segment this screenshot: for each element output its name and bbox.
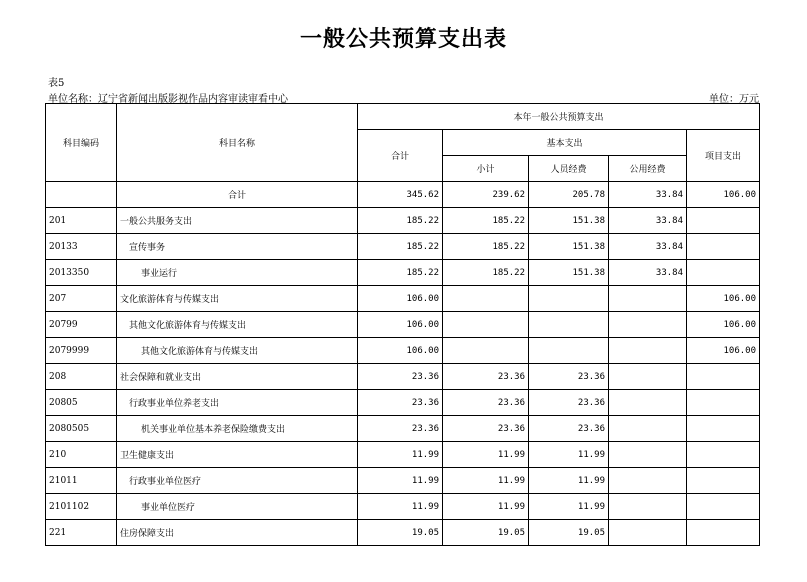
row-name: 社会保障和就业支出 bbox=[117, 364, 358, 390]
header-project: 项目支出 bbox=[687, 130, 760, 182]
total-subtotal: 239.62 bbox=[443, 182, 529, 208]
row-total: 11.99 bbox=[358, 468, 443, 494]
row-total: 106.00 bbox=[358, 286, 443, 312]
currency-unit: 单位：万元 bbox=[709, 94, 759, 105]
table-number: 表5 bbox=[48, 78, 65, 89]
row-subtotal: 185.22 bbox=[443, 208, 529, 234]
row-name: 行政事业单位医疗 bbox=[117, 468, 358, 494]
row-code: 221 bbox=[46, 520, 117, 546]
row-subtotal bbox=[443, 286, 529, 312]
page-title: 一般公共预算支出表 bbox=[299, 26, 507, 52]
row-project bbox=[687, 442, 760, 468]
header-row-1 bbox=[46, 104, 760, 130]
row-total: 185.22 bbox=[358, 208, 443, 234]
row-code: 2101102 bbox=[46, 494, 117, 520]
row-name: 住房保障支出 bbox=[117, 520, 358, 546]
table-row bbox=[46, 312, 760, 338]
row-name: 一般公共服务支出 bbox=[117, 208, 358, 234]
header-total: 合计 bbox=[358, 130, 443, 182]
header-personnel: 人员经费 bbox=[529, 156, 609, 182]
row-personnel: 151.38 bbox=[529, 234, 609, 260]
table-row bbox=[46, 338, 760, 364]
row-personnel: 23.36 bbox=[529, 416, 609, 442]
row-public bbox=[609, 468, 687, 494]
row-code: 2013350 bbox=[46, 260, 117, 286]
row-project: 106.00 bbox=[687, 312, 760, 338]
total-total: 345.62 bbox=[358, 182, 443, 208]
table-row bbox=[46, 208, 760, 234]
row-personnel: 11.99 bbox=[529, 494, 609, 520]
table-row bbox=[46, 520, 760, 546]
row-total: 23.36 bbox=[358, 364, 443, 390]
row-personnel: 19.05 bbox=[529, 520, 609, 546]
table-row bbox=[46, 234, 760, 260]
table-row bbox=[46, 494, 760, 520]
row-code: 2080505 bbox=[46, 416, 117, 442]
header-public: 公用经费 bbox=[609, 156, 687, 182]
row-subtotal: 185.22 bbox=[443, 260, 529, 286]
row-code: 20805 bbox=[46, 390, 117, 416]
row-code: 207 bbox=[46, 286, 117, 312]
total-row bbox=[46, 182, 760, 208]
row-name: 文化旅游体育与传媒支出 bbox=[117, 286, 358, 312]
row-name: 事业运行 bbox=[117, 260, 358, 286]
row-name: 机关事业单位基本养老保险缴费支出 bbox=[117, 416, 358, 442]
row-code: 201 bbox=[46, 208, 117, 234]
header-name: 科目名称 bbox=[117, 104, 358, 182]
row-name: 行政事业单位养老支出 bbox=[117, 390, 358, 416]
header-subtotal: 小计 bbox=[443, 156, 529, 182]
row-personnel bbox=[529, 338, 609, 364]
row-total: 11.99 bbox=[358, 494, 443, 520]
row-total: 106.00 bbox=[358, 312, 443, 338]
row-personnel: 11.99 bbox=[529, 468, 609, 494]
row-total: 11.99 bbox=[358, 442, 443, 468]
row-public bbox=[609, 442, 687, 468]
table-body bbox=[46, 182, 760, 546]
total-code-cell bbox=[46, 182, 117, 208]
row-name: 其他文化旅游体育与传媒支出 bbox=[117, 338, 358, 364]
row-project bbox=[687, 208, 760, 234]
row-name: 宣传事务 bbox=[117, 234, 358, 260]
row-code: 21011 bbox=[46, 468, 117, 494]
row-project bbox=[687, 390, 760, 416]
row-name: 事业单位医疗 bbox=[117, 494, 358, 520]
header-budget-group: 本年一般公共预算支出 bbox=[358, 104, 760, 130]
header-basic-group: 基本支出 bbox=[443, 130, 687, 156]
table-row bbox=[46, 468, 760, 494]
row-total: 106.00 bbox=[358, 338, 443, 364]
row-subtotal: 11.99 bbox=[443, 468, 529, 494]
row-public bbox=[609, 520, 687, 546]
row-project bbox=[687, 494, 760, 520]
row-subtotal: 11.99 bbox=[443, 442, 529, 468]
row-subtotal: 23.36 bbox=[443, 416, 529, 442]
row-total: 185.22 bbox=[358, 234, 443, 260]
row-public bbox=[609, 312, 687, 338]
row-name: 其他文化旅游体育与传媒支出 bbox=[117, 312, 358, 338]
row-code: 2079999 bbox=[46, 338, 117, 364]
row-personnel bbox=[529, 312, 609, 338]
row-project: 106.00 bbox=[687, 286, 760, 312]
row-total: 23.36 bbox=[358, 390, 443, 416]
row-public: 33.84 bbox=[609, 260, 687, 286]
row-public bbox=[609, 338, 687, 364]
row-project bbox=[687, 468, 760, 494]
row-code: 20133 bbox=[46, 234, 117, 260]
row-personnel bbox=[529, 286, 609, 312]
row-public: 33.84 bbox=[609, 208, 687, 234]
row-subtotal: 23.36 bbox=[443, 364, 529, 390]
row-total: 185.22 bbox=[358, 260, 443, 286]
header-code: 科目编码 bbox=[46, 104, 117, 182]
total-personnel: 205.78 bbox=[529, 182, 609, 208]
table-row bbox=[46, 260, 760, 286]
row-project bbox=[687, 364, 760, 390]
table-row bbox=[46, 286, 760, 312]
row-subtotal bbox=[443, 312, 529, 338]
row-subtotal: 23.36 bbox=[443, 390, 529, 416]
row-project bbox=[687, 260, 760, 286]
row-public bbox=[609, 494, 687, 520]
row-personnel: 11.99 bbox=[529, 442, 609, 468]
row-subtotal: 11.99 bbox=[443, 494, 529, 520]
row-subtotal: 185.22 bbox=[443, 234, 529, 260]
total-public: 33.84 bbox=[609, 182, 687, 208]
row-project bbox=[687, 520, 760, 546]
row-public bbox=[609, 390, 687, 416]
row-personnel: 23.36 bbox=[529, 390, 609, 416]
row-project bbox=[687, 234, 760, 260]
row-code: 210 bbox=[46, 442, 117, 468]
row-public: 33.84 bbox=[609, 234, 687, 260]
unit-name: 单位名称：辽宁省新闻出版影视作品内容审读审看中心 bbox=[48, 94, 288, 105]
row-personnel: 23.36 bbox=[529, 364, 609, 390]
row-total: 23.36 bbox=[358, 416, 443, 442]
table-row bbox=[46, 390, 760, 416]
row-subtotal: 19.05 bbox=[443, 520, 529, 546]
budget-table bbox=[45, 103, 760, 546]
table-row bbox=[46, 416, 760, 442]
table-row bbox=[46, 442, 760, 468]
row-public bbox=[609, 416, 687, 442]
row-personnel: 151.38 bbox=[529, 260, 609, 286]
total-label: 合计 bbox=[117, 182, 358, 208]
row-public bbox=[609, 364, 687, 390]
row-public bbox=[609, 286, 687, 312]
table-row bbox=[46, 364, 760, 390]
row-code: 20799 bbox=[46, 312, 117, 338]
row-project bbox=[687, 416, 760, 442]
row-project: 106.00 bbox=[687, 338, 760, 364]
total-project: 106.00 bbox=[687, 182, 760, 208]
row-code: 208 bbox=[46, 364, 117, 390]
row-subtotal bbox=[443, 338, 529, 364]
row-personnel: 151.38 bbox=[529, 208, 609, 234]
row-name: 卫生健康支出 bbox=[117, 442, 358, 468]
row-total: 19.05 bbox=[358, 520, 443, 546]
